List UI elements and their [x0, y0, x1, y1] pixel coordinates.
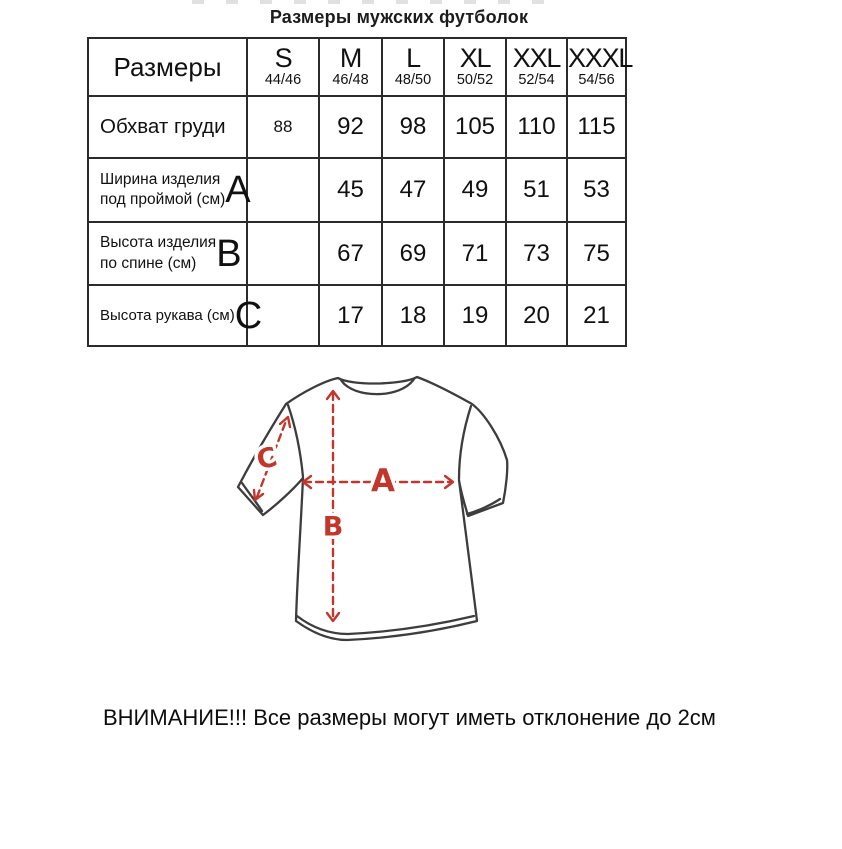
- row-label: [88, 222, 247, 285]
- value-cell: 73: [506, 222, 567, 285]
- table-corner-header: Размеры: [88, 38, 247, 96]
- value-cell: 21: [567, 285, 626, 346]
- value-cell: 105: [444, 96, 506, 158]
- column-header-L: [382, 38, 444, 96]
- size-range: 48/50: [394, 72, 432, 89]
- size-label: L: [406, 43, 420, 74]
- value-cell: 17: [319, 285, 382, 346]
- cropped-text-remnant: [192, 0, 554, 4]
- measurement-row: [88, 285, 626, 346]
- diagram-letter-b: B: [322, 511, 344, 543]
- warning-text: ВНИМАНИЕ!!! Все размеры могут иметь отклонение до 2см: [103, 705, 716, 730]
- value-cell: 45: [319, 158, 382, 222]
- column-header-M: [319, 38, 382, 96]
- column-header-XL: [444, 38, 506, 96]
- value-cell: 47: [382, 158, 444, 222]
- value-cell: 19: [444, 285, 506, 346]
- value-cell: [247, 158, 319, 222]
- value-cell: 88: [247, 96, 319, 158]
- value-cell: 71: [444, 222, 506, 285]
- row-label-text: по спине (см): [100, 254, 197, 272]
- row-letter-C: C: [234, 294, 263, 337]
- value-cell: 110: [506, 96, 567, 158]
- size-range: 44/46: [264, 72, 302, 89]
- value-cell: 67: [319, 222, 382, 285]
- value-cell: 75: [567, 222, 626, 285]
- table-body: [88, 96, 626, 346]
- size-label: S: [274, 43, 292, 74]
- diagram-letter-a: A: [371, 463, 395, 499]
- value-cell: 53: [567, 158, 626, 222]
- page-title: Размеры мужских футболок: [269, 7, 529, 27]
- value-cell: 115: [567, 96, 626, 158]
- diagram-letter-c: C: [253, 441, 281, 477]
- table-header-row: [88, 38, 626, 96]
- value-cell: 18: [382, 285, 444, 346]
- tshirt-measurement-diagram: [200, 360, 640, 670]
- size-label: XXL: [512, 43, 561, 74]
- row-label: [88, 285, 263, 346]
- row-label-text: Высота рукава (см): [100, 306, 235, 324]
- size-range: 54/56: [578, 72, 615, 89]
- column-header-XXL: [506, 38, 567, 96]
- size-table: [87, 37, 633, 347]
- measurement-row: [88, 158, 626, 222]
- measurement-row: [88, 222, 626, 285]
- value-cell: [247, 222, 319, 285]
- value-cell: 20: [506, 285, 567, 346]
- value-cell: 92: [319, 96, 382, 158]
- row-label-text: Ширина изделия: [100, 170, 221, 188]
- column-header-S: [247, 38, 319, 96]
- value-cell: 69: [382, 222, 444, 285]
- row-letter-A: A: [225, 169, 251, 211]
- value-cell: 51: [506, 158, 567, 222]
- measurement-row: [88, 96, 626, 158]
- size-label: XL: [459, 43, 491, 74]
- value-cell: 49: [444, 158, 506, 222]
- row-label-text: Высота изделия: [100, 234, 217, 252]
- row-label-text: под проймой (см): [100, 191, 226, 208]
- size-label: XXXL: [568, 43, 633, 74]
- row-label-text: Обхват груди: [100, 114, 226, 138]
- size-range: 52/54: [518, 72, 555, 89]
- row-letter-B: B: [216, 232, 242, 275]
- size-range: 46/48: [332, 72, 369, 89]
- row-label: [88, 96, 247, 158]
- value-cell: 98: [382, 96, 444, 158]
- tshirt-outline: [238, 377, 507, 640]
- row-label: [88, 158, 251, 222]
- column-header-XXXL: [567, 38, 633, 96]
- size-range: 50/52: [456, 72, 494, 89]
- size-label: M: [339, 43, 362, 74]
